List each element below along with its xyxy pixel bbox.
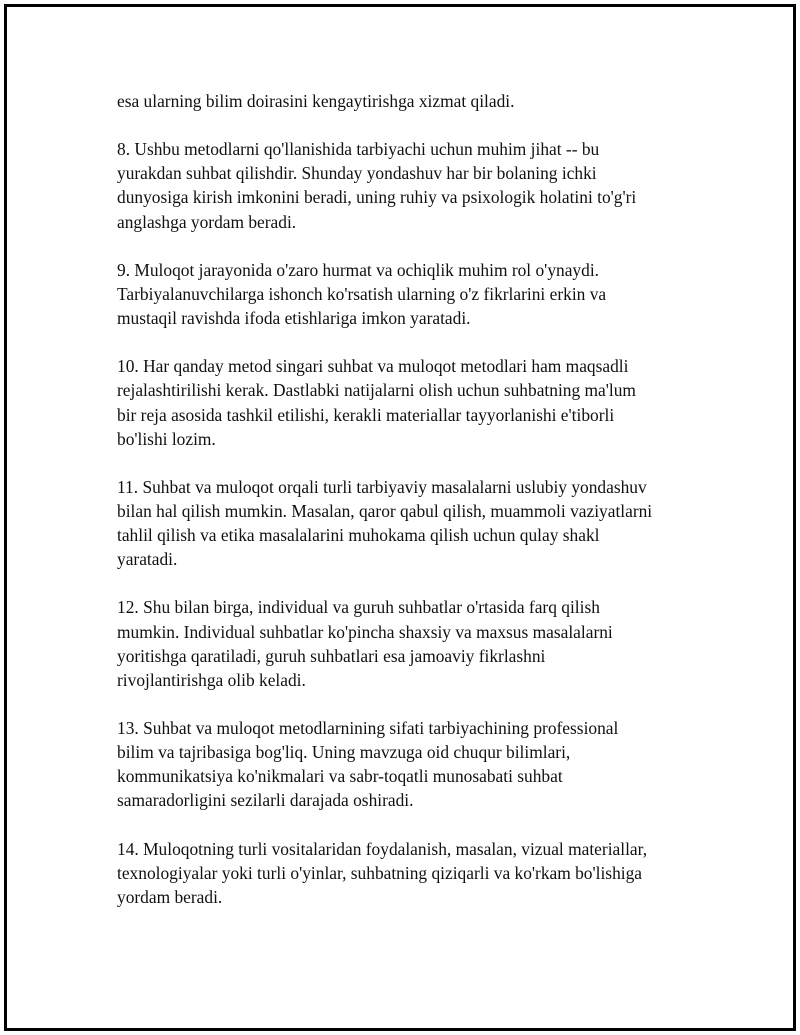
text-line: bilan hal qilish mumkin. Masalan, qaror qabul qilish, muammoli vaziyatlarni <box>117 500 653 521</box>
document-body <box>117 89 702 933</box>
text-line: samaradorligini sezilarli darajada oshiradi. <box>117 790 414 811</box>
text-line: texnologiyalar yoki turli o'yinlar, suhbatning qiziqarli va ko'rkam bo'lishiga <box>117 862 643 883</box>
text-line: bo'lishi lozim. <box>117 428 216 449</box>
text-line: anglashga yordam beradi. <box>117 211 297 232</box>
text-line: 9. Muloqot jarayonida o'zaro hurmat va ochiqlik muhim rol o'ynaydi. <box>117 259 599 280</box>
paragraph-8 <box>117 137 702 233</box>
text-line: bilim va tajribasiga bog'liq. Uning mavzuga oid chuqur bilimlari, <box>117 742 571 763</box>
text-line: bir reja asosida tashkil etilishi, kerakli materiallar tayyorlanishi e'tiborli <box>117 404 615 425</box>
text-line: Tarbiyalanuvchilarga ishonch ko'rsatish ularning o'z fikrlarini erkin va <box>117 283 607 304</box>
text-line: tahlil qilish va etika masalalarini muhokama qilish uchun qulay shakl <box>117 525 600 546</box>
paragraph-10 <box>117 354 702 450</box>
text-line: 11. Suhbat va muloqot orqali turli tarbiyaviy masalalarni uslubiy yondashuv <box>117 476 647 497</box>
text-line: 8. Ushbu metodlarni qo'llanishida tarbiyachi uchun muhim jihat -- bu <box>117 139 600 160</box>
paragraph-9 <box>117 258 702 330</box>
text-line: esa ularning bilim doirasini kengaytirishga xizmat qiladi. <box>117 91 515 111</box>
text-line: yurakdan suhbat qilishdir. Shunday yondashuv har bir bolaning ichki <box>117 163 597 184</box>
text-line: kommunikatsiya ko'nikmalari va sabr-toqatli munosabati suhbat <box>117 766 563 787</box>
text-line: rejalashtirilishi kerak. Dastlabki natijalarni olish uchun suhbatning ma'lum <box>117 380 636 401</box>
text-line: yaratadi. <box>117 549 178 570</box>
paragraph-13 <box>117 716 702 812</box>
text-line: dunyosiga kirish imkonini beradi, uning ruhiy va psixologik holatini to'g'ri <box>117 187 637 208</box>
text-line: 10. Har qanday metod singari suhbat va muloqot metodlari ham maqsadli <box>117 356 629 377</box>
text-line: mumkin. Individual suhbatlar ko'pincha shaxsiy va maxsus masalalarni <box>117 621 613 642</box>
text-line: rivojlantirishga olib keladi. <box>117 669 306 690</box>
text-line: yordam beradi. <box>117 886 223 907</box>
paragraph-11 <box>117 475 702 571</box>
text-line: mustaqil ravishda ifoda etishlariga imkon yaratadi. <box>117 308 471 329</box>
paragraph <box>117 89 702 113</box>
text-line: yoritishga qaratiladi, guruh suhbatlari esa jamoaviy fikrlashni <box>117 645 546 666</box>
paragraph-14 <box>117 837 702 909</box>
text-line: 12. Shu bilan birga, individual va guruh suhbatlar o'rtasida farq qilish <box>117 597 600 618</box>
paragraph-12 <box>117 595 702 691</box>
text-line: 13. Suhbat va muloqot metodlarnining sifati tarbiyachining professional <box>117 718 619 738</box>
text-line: 14. Muloqotning turli vositalaridan foydalanish, masalan, vizual materiallar, <box>117 838 648 859</box>
